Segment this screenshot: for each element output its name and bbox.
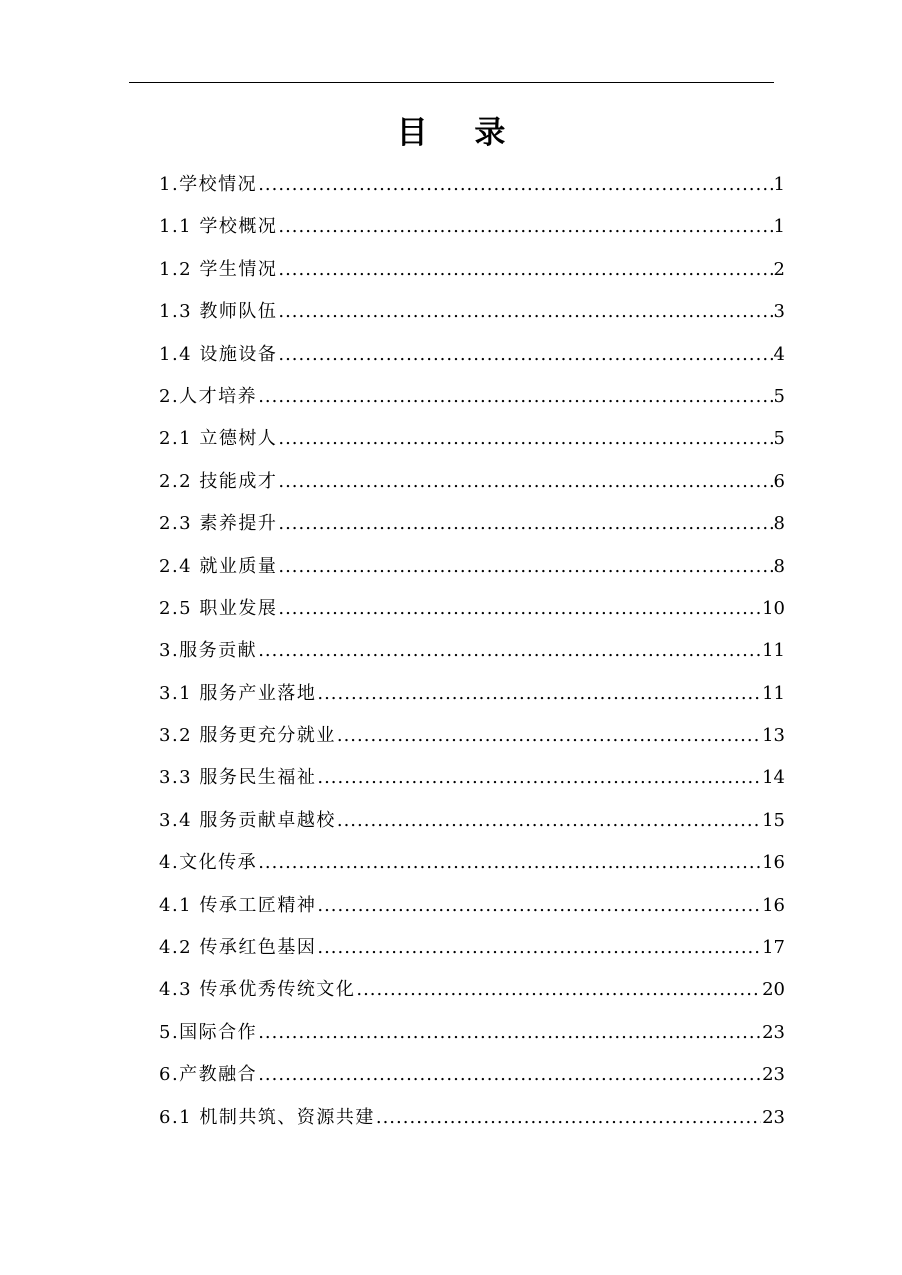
toc-entry-label: 4.3 传承优秀传统文化: [159, 979, 356, 1001]
toc-dot-leader: [317, 680, 761, 708]
toc-entry[interactable]: [159, 807, 785, 849]
toc-entry-page-number: 23: [762, 1064, 785, 1086]
toc-entry[interactable]: [159, 256, 785, 298]
toc-dot-leader: [278, 468, 772, 496]
toc-entry-label: 5.国际合作: [159, 1021, 258, 1043]
toc-dot-leader: [278, 213, 772, 241]
toc-entry-page-number: 11: [762, 682, 785, 704]
toc-dot-leader: [317, 892, 761, 920]
header-rule: [129, 82, 774, 83]
toc-entry[interactable]: [159, 1061, 785, 1103]
toc-dot-leader: [278, 553, 772, 581]
toc-entry-label: 1.4 设施设备: [159, 343, 278, 365]
toc-entry-page-number: 6: [773, 470, 785, 492]
toc-entry[interactable]: [159, 425, 785, 467]
toc-dot-leader: [278, 425, 772, 453]
toc-entry-label: 1.3 教师队伍: [159, 301, 278, 323]
toc-dot-leader: [278, 595, 761, 623]
toc-entry-label: 3.1 服务产业落地: [159, 682, 317, 704]
toc-dot-leader: [278, 256, 772, 284]
toc-entry[interactable]: [159, 298, 785, 340]
toc-entry-page-number: 8: [773, 555, 785, 577]
toc-entry-label: 3.2 服务更充分就业: [159, 725, 336, 747]
toc-entry-page-number: 1: [773, 216, 785, 238]
toc-entry-label: 6.产教融合: [159, 1064, 258, 1086]
toc-entry-page-number: 10: [762, 597, 785, 619]
toc-dot-leader: [258, 1019, 761, 1047]
toc-entry-page-number: 1: [773, 174, 785, 195]
toc-entry-label: 3.3 服务民生福祉: [159, 767, 317, 789]
toc-entry[interactable]: [159, 171, 785, 213]
toc-dot-leader: [317, 764, 761, 792]
toc-entry[interactable]: [159, 595, 785, 637]
toc-entry-label: 4.文化传承: [159, 852, 258, 874]
toc-entry[interactable]: [159, 1104, 785, 1146]
toc-entry[interactable]: [159, 1019, 785, 1061]
table-of-contents: [159, 171, 785, 1146]
toc-entry-label: 2.1 立德树人: [159, 428, 278, 450]
toc-entry-label: 2.人才培养: [159, 385, 258, 407]
toc-entry-page-number: 16: [762, 894, 785, 916]
toc-entry[interactable]: [159, 468, 785, 510]
toc-entry-label: 3.服务贡献: [159, 640, 258, 662]
toc-entry-page-number: 5: [773, 385, 785, 407]
toc-entry-page-number: 23: [762, 1021, 785, 1043]
toc-entry[interactable]: [159, 341, 785, 383]
toc-entry[interactable]: [159, 849, 785, 891]
toc-entry-page-number: 4: [773, 343, 785, 365]
toc-entry-page-number: 20: [762, 979, 785, 1001]
toc-entry[interactable]: [159, 722, 785, 764]
toc-entry-page-number: 3: [773, 301, 785, 323]
toc-dot-leader: [337, 807, 761, 835]
toc-entry-page-number: 13: [762, 725, 785, 747]
toc-entry-page-number: 16: [762, 852, 785, 874]
toc-entry[interactable]: [159, 213, 785, 255]
toc-entry-label: 3.4 服务贡献卓越校: [159, 809, 336, 831]
toc-entry[interactable]: [159, 680, 785, 722]
toc-dot-leader: [278, 341, 772, 369]
toc-entry[interactable]: [159, 976, 785, 1018]
toc-dot-leader: [278, 298, 772, 326]
toc-dot-leader: [376, 1104, 761, 1132]
toc-entry[interactable]: [159, 764, 785, 806]
toc-dot-leader: [258, 849, 761, 877]
toc-dot-leader: [258, 637, 761, 665]
toc-entry-label: 1.1 学校概况: [159, 216, 278, 238]
toc-dot-leader: [258, 171, 772, 199]
toc-entry[interactable]: [159, 934, 785, 976]
toc-entry-label: 1.学校情况: [159, 174, 258, 195]
toc-entry-page-number: 2: [773, 258, 785, 280]
toc-entry[interactable]: [159, 637, 785, 679]
toc-entry[interactable]: [159, 510, 785, 552]
toc-entry[interactable]: [159, 553, 785, 595]
toc-dot-leader: [258, 1061, 761, 1089]
page-title: 目 录: [396, 115, 524, 151]
toc-entry-label: 2.4 就业质量: [159, 555, 278, 577]
toc-entry[interactable]: [159, 383, 785, 425]
toc-entry-label: 2.5 职业发展: [159, 597, 278, 619]
toc-entry-page-number: 15: [762, 809, 785, 831]
toc-entry-page-number: 14: [762, 767, 785, 789]
toc-entry-page-number: 11: [762, 640, 785, 662]
toc-dot-leader: [258, 383, 772, 411]
toc-entry-page-number: 17: [762, 937, 785, 959]
toc-entry-page-number: 23: [762, 1106, 785, 1128]
toc-dot-leader: [337, 722, 761, 750]
toc-entry-label: 4.1 传承工匠精神: [159, 894, 317, 916]
toc-entry-page-number: 5: [773, 428, 785, 450]
toc-entry-page-number: 8: [773, 513, 785, 535]
toc-entry-label: 6.1 机制共筑、资源共建: [159, 1106, 375, 1128]
toc-entry-label: 2.3 素养提升: [159, 513, 278, 535]
toc-entry-label: 2.2 技能成才: [159, 470, 278, 492]
toc-entry-label: 4.2 传承红色基因: [159, 937, 317, 959]
toc-dot-leader: [317, 934, 761, 962]
toc-dot-leader: [278, 510, 772, 538]
toc-entry-label: 1.2 学生情况: [159, 258, 278, 280]
toc-dot-leader: [356, 976, 761, 1004]
toc-entry[interactable]: [159, 892, 785, 934]
